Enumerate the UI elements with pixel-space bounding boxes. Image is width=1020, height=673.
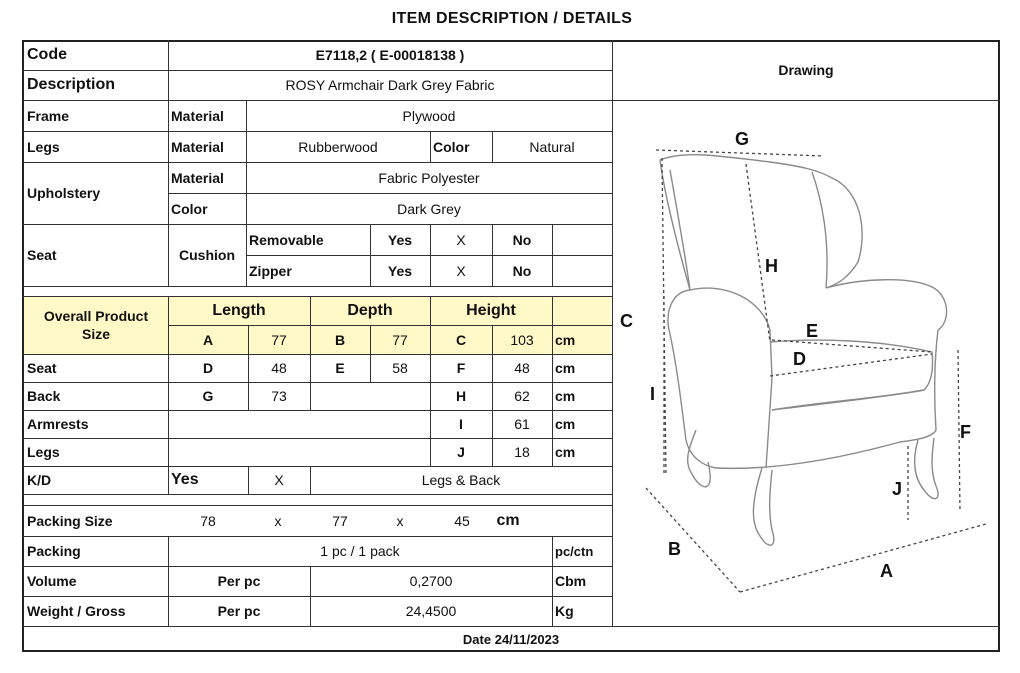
zipper-mark: X [456,262,466,279]
seat-dim-label: Seat [27,360,57,376]
back-unit: cm [555,388,576,404]
dim-a-letter: A [202,331,214,348]
seat-unit: cm [555,360,576,376]
legs-label: Legs [27,138,60,155]
drawing-label-h: H [765,256,778,276]
legs-material: Rubberwood [298,138,378,155]
kd-parts: Legs & Back [421,472,501,488]
weight-per: Per pc [217,603,261,619]
dim-e-letter: E [335,360,345,376]
upholstery-color: Dark Grey [397,200,461,217]
volume-per: Per pc [217,573,261,589]
dim-j-value: 18 [514,444,530,460]
packing-value: 1 pc / 1 pack [320,543,400,559]
upholstery-label: Upholstery [27,185,101,201]
armchair-drawing [613,101,999,626]
dim-d-letter: D [202,360,214,376]
upholstery-material-label: Material [171,169,224,186]
legs-dim-label: Legs [27,444,60,460]
dim-h-value: 62 [514,388,530,404]
weight-unit: Kg [555,603,574,619]
dim-f-letter: F [456,360,466,376]
dim-b-letter: B [334,331,346,348]
drawing-label-b: B [668,539,681,559]
dim-h-letter: H [455,388,467,404]
legs-material-label: Material [171,138,224,155]
packing-size-unit: cm [496,511,520,529]
dim-j-letter: J [457,444,465,460]
drawing-label-c: C [620,311,633,331]
packing-height: 45 [454,512,470,529]
weight-label: Weight / Gross [27,603,126,619]
removable-no: No [512,231,532,248]
footer-date: Date 24/11/2023 [462,631,560,647]
packing-label: Packing [27,543,81,559]
overall-size-label: Overall Product Size [43,308,149,342]
zipper-yes: Yes [387,262,413,279]
packing-width: 77 [332,512,348,529]
dim-i-value: 61 [514,416,530,432]
length-header: Length [212,301,266,319]
armrests-unit: cm [555,416,576,432]
seat-cushion-label: Cushion [179,247,235,263]
dim-g-letter: G [202,388,214,404]
drawing-label-j: J [892,479,903,499]
page-title: ITEM DESCRIPTION / DETAILS [391,10,633,27]
drawing-label-a: A [880,561,893,581]
frame-label: Frame [27,107,70,124]
drawing-label-i: I [650,384,656,404]
overall-unit: cm [555,331,576,348]
drawing-label-e: E [806,321,819,341]
drawing-label: Drawing [778,62,834,78]
legs-unit: cm [555,444,576,460]
volume-value: 0,2700 [409,573,453,589]
removable-yes: Yes [387,231,413,248]
back-dim-label: Back [27,388,61,404]
kd-value: Yes [171,471,199,488]
packing-unit: pc/ctn [555,543,594,559]
dim-f-value: 48 [514,360,530,376]
dim-b-value: 77 [392,331,408,348]
upholstery-color-label: Color [171,200,208,217]
height-header: Height [466,301,516,319]
volume-unit: Cbm [555,573,587,589]
drawing-label-d: D [793,349,806,369]
packing-length: 78 [200,512,216,529]
code-label: Code [27,46,67,63]
seat-label: Seat [27,247,57,263]
packing-size-label: Packing Size [27,512,113,529]
volume-label: Volume [27,573,77,589]
zipper-label: Zipper [249,262,292,279]
drawing-label-f: F [960,422,971,442]
dim-c-value: 103 [510,331,534,348]
dim-a-value: 77 [271,331,287,348]
dim-g-value: 73 [271,388,287,404]
dim-d-value: 48 [271,360,287,376]
dim-e-value: 58 [392,360,408,376]
kd-mark: X [274,472,284,488]
upholstery-material: Fabric Polyester [378,169,480,186]
weight-value: 24,4500 [405,603,457,619]
kd-label: K/D [27,472,52,488]
legs-color: Natural [529,138,575,155]
armrests-label: Armrests [27,416,89,432]
zipper-no: No [512,262,532,279]
depth-header: Depth [347,301,393,319]
removable-mark: X [456,231,466,248]
frame-material: Plywood [402,107,456,124]
packing-x2: x [396,512,404,529]
dim-c-letter: C [455,331,467,348]
code-value: E7118,2 ( E-00018138 ) [315,47,465,63]
drawing-label-g: G [735,129,750,149]
packing-x1: x [274,512,282,529]
frame-material-label: Material [171,107,224,124]
legs-color-label: Color [433,138,470,155]
description-value: ROSY Armchair Dark Grey Fabric [285,77,495,93]
removable-label: Removable [249,231,324,248]
dim-i-letter: I [459,416,463,432]
description-label: Description [27,76,116,93]
